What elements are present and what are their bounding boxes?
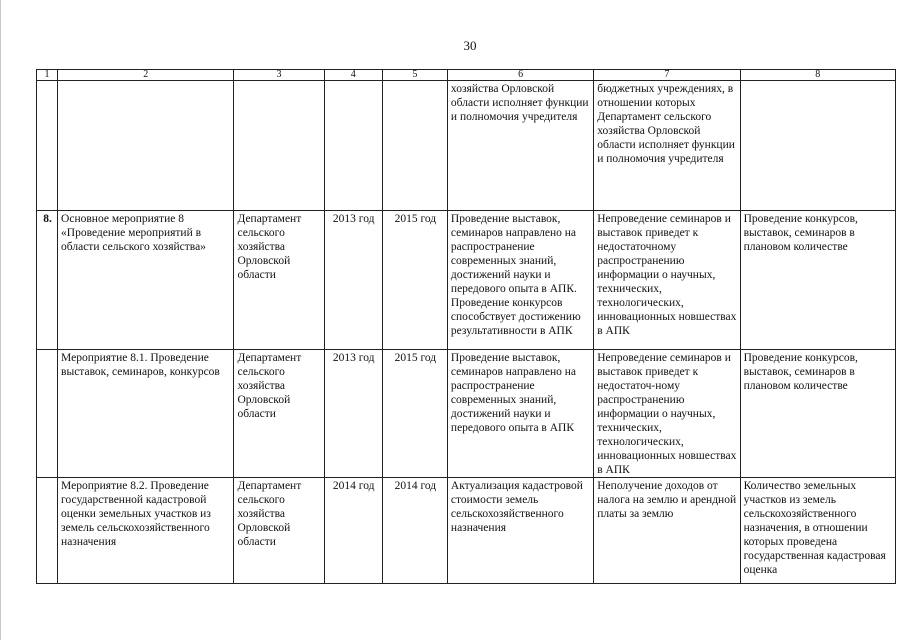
column-number: 3 (234, 70, 324, 81)
expected-result-cell: Проведение выставок, семинаров направлено на распространение современных знаний, достижений науки и передового опыта в АПК. Проведение конкурсов способствует достижению результативности в АПК (447, 211, 593, 350)
end-year-cell: 2015 год (382, 350, 447, 478)
indicator-cell: Проведение конкурсов, выставок, семинаров в плановом количестве (740, 350, 895, 478)
executor-cell: Департамент сельского хозяйства Орловской области (234, 478, 324, 584)
end-year-cell: 2014 год (382, 478, 447, 584)
indicator-cell: Проведение конкурсов, выставок, семинаров в плановом количестве (740, 211, 895, 350)
executor-cell (234, 81, 324, 211)
end-year-cell: 2015 год (382, 211, 447, 350)
expected-result-cell: Актуализация кадастровой стоимости земель сельскохозяйственного назначения (447, 478, 593, 584)
start-year-cell (324, 81, 382, 211)
page-number: 30 (463, 38, 477, 53)
non-implementation-consequence-cell: Неполучение доходов от налога на землю и арендной платы за землю (594, 478, 740, 584)
row-number-cell: 8. (37, 211, 58, 350)
column-number: 2 (58, 70, 234, 81)
page-left-edge (0, 0, 1, 640)
measure-name-cell: Мероприятие 8.2. Проведение государственной кадастровой оценки земельных участков из земель сельскохозяйственного назначения (58, 478, 234, 584)
table-row-main-measure-8 (37, 211, 896, 350)
non-implementation-consequence-cell: бюджетных учреждениях, в отношении которых Департамент сельского хозяйства Орловской области исполняет функции и полномочия учредителя (594, 81, 740, 211)
measure-name-cell: Мероприятие 8.1. Проведение выставок, семинаров, конкурсов (58, 350, 234, 478)
executor-cell: Департамент сельского хозяйства Орловской области (234, 350, 324, 478)
column-number: 7 (594, 70, 740, 81)
start-year-cell: 2014 год (324, 478, 382, 584)
expected-result-cell: Проведение выставок, семинаров направлено на распространение современных знаний, достижений науки и передового опыта в АПК (447, 350, 593, 478)
column-number: 5 (382, 70, 447, 81)
non-implementation-consequence-cell: Непроведение семинаров и выставок приведет к недостаточному распространению информации о научных, технических, технологических, инновационных новшествах в АПК (594, 211, 740, 350)
column-number: 4 (324, 70, 382, 81)
indicator-cell: Количество земельных участков из земель сельскохозяйственного назначения, в отношении которых проведена государственная кадастровая оценка (740, 478, 895, 584)
row-number-cell (37, 478, 58, 584)
end-year-cell (382, 81, 447, 211)
start-year-cell: 2013 год (324, 350, 382, 478)
measure-name-cell: Основное мероприятие 8 «Проведение мероприятий в области сельского хозяйства» (58, 211, 234, 350)
column-number: 6 (447, 70, 593, 81)
column-number: 8 (740, 70, 895, 81)
table-row-continuation (37, 81, 896, 211)
non-implementation-consequence-cell: Непроведение семинаров и выставок приведет к недостаточ-ному распространению информации о научных, технических, технологических, инновационных новшествах в АПК (594, 350, 740, 478)
program-measures-table (36, 69, 896, 584)
expected-result-cell: хозяйства Орловской области исполняет функции и полномочия учредителя (447, 81, 593, 211)
start-year-cell: 2013 год (324, 211, 382, 350)
measure-name-cell (58, 81, 234, 211)
executor-cell: Департамент сельского хозяйства Орловской области (234, 211, 324, 350)
table-row-measure-8-1 (37, 350, 896, 478)
table-row-measure-8-2 (37, 478, 896, 584)
column-number: 1 (37, 70, 58, 81)
row-number-cell (37, 81, 58, 211)
row-number-cell (37, 350, 58, 478)
indicator-cell (740, 81, 895, 211)
column-number-row (37, 70, 896, 81)
